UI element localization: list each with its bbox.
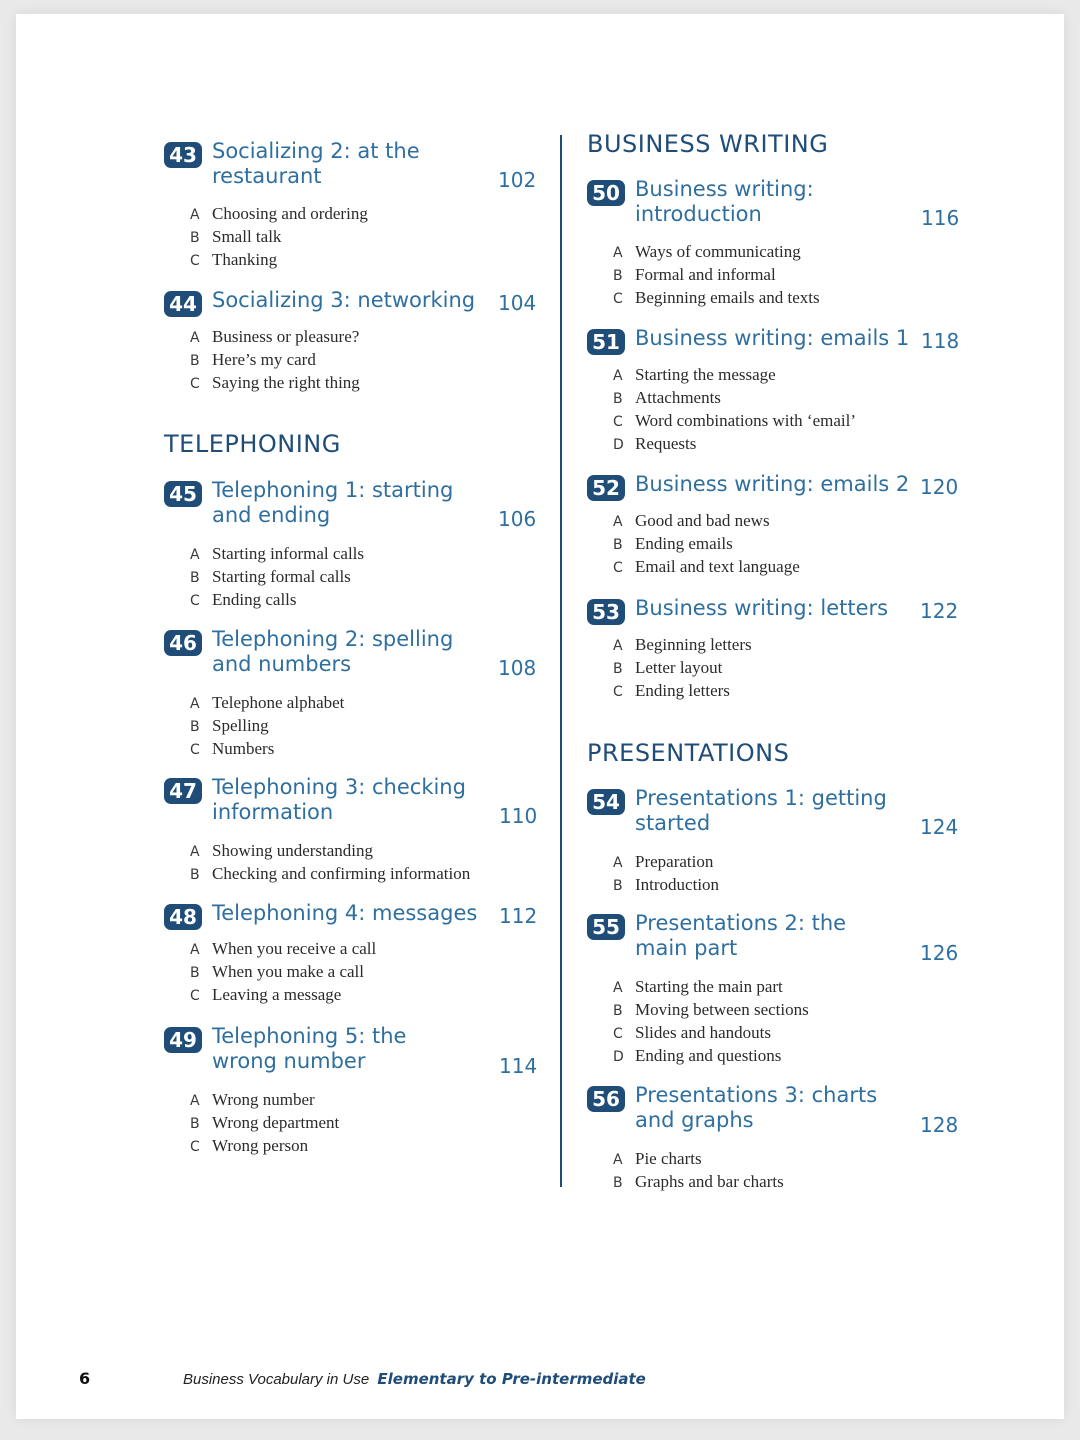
unit-page-number: 116 (921, 206, 960, 230)
subtopic-item: A Starting the main part (613, 977, 783, 996)
unit-title: Telephoning 2: spelling and numbers (212, 627, 454, 676)
subtopic-item: B When you make a call (190, 962, 364, 981)
subtopic-item: C Leaving a message (190, 985, 342, 1004)
subtopic-list (190, 691, 344, 760)
unit-title: Business writing: introduction (635, 177, 814, 226)
unit-title: Presentations 3: charts and graphs (635, 1083, 878, 1132)
subtopic-item: A Beginning letters (613, 635, 752, 654)
unit-title: Telephoning 4: messages (212, 901, 478, 925)
subtopic-item: C Wrong person (190, 1136, 309, 1155)
unit-page-number: 106 (498, 507, 537, 531)
unit-number-badge: 43 (164, 142, 202, 168)
subtopic-list (613, 975, 809, 1067)
unit-number-badge: 46 (164, 630, 202, 656)
unit-number-badge: 45 (164, 481, 202, 507)
footer-book-title (183, 1370, 646, 1388)
unit-page-number: 114 (499, 1054, 538, 1078)
unit-title: Telephoning 1: starting and ending (212, 478, 454, 527)
subtopic-item: C Email and text language (613, 557, 800, 576)
subtopic-item: A When you receive a call (190, 939, 377, 958)
unit-number-badge: 47 (164, 778, 202, 804)
subtopic-list (190, 202, 368, 271)
unit-page-number: 122 (920, 599, 959, 623)
book-title: Business Vocabulary in Use (183, 1371, 370, 1388)
unit-page-number: 108 (498, 656, 537, 680)
subtopic-item: A Starting informal calls (190, 544, 365, 563)
unit-page-number: 110 (499, 804, 538, 828)
subtopic-item: A Good and bad news (613, 511, 770, 530)
unit-number-badge: 56 (587, 1086, 625, 1112)
unit-title: Telephoning 5: the wrong number (212, 1024, 407, 1073)
unit-page-number: 124 (920, 815, 959, 839)
subtopic-item: A Starting the message (613, 365, 776, 384)
subtopic-list (613, 363, 856, 455)
subtopic-list (613, 850, 719, 896)
subtopic-item: A Ways of communicating (613, 242, 801, 261)
subtopic-list (190, 1088, 339, 1157)
subtopic-item: A Wrong number (190, 1090, 315, 1109)
subtopic-item: B Letter layout (613, 658, 723, 677)
unit-title: Presentations 2: the main part (635, 911, 847, 960)
subtopic-item: B Introduction (613, 875, 720, 894)
subtopic-list (613, 1147, 784, 1193)
section-heading-business-writing: BUSINESS WRITING (587, 130, 829, 158)
subtopic-item: A Choosing and ordering (190, 204, 368, 223)
subtopic-item: A Business or pleasure? (190, 327, 360, 346)
book-page (16, 14, 1064, 1419)
subtopic-item: C Word combinations with ‘email’ (613, 411, 856, 430)
unit-title: Socializing 3: networking (212, 288, 476, 312)
unit-page-number: 126 (920, 941, 959, 965)
subtopic-item: A Telephone alphabet (190, 693, 345, 712)
unit-number-badge: 44 (164, 291, 202, 317)
subtopic-list (613, 633, 752, 702)
subtopic-item: C Numbers (190, 739, 275, 758)
unit-page-number: 128 (920, 1113, 959, 1137)
unit-title: Telephoning 3: checking information (212, 775, 466, 824)
subtopic-item: B Graphs and bar charts (613, 1172, 784, 1191)
column-divider (560, 135, 562, 1187)
subtopic-item: C Slides and handouts (613, 1023, 771, 1042)
unit-page-number: 104 (498, 291, 537, 315)
subtopic-item: B Small talk (190, 227, 282, 246)
subtopic-list (613, 240, 820, 309)
subtopic-list (613, 509, 800, 578)
subtopic-list (190, 839, 470, 885)
unit-number-badge: 54 (587, 789, 625, 815)
subtopic-item: D Requests (613, 434, 697, 453)
subtopic-list (190, 937, 376, 1006)
subtopic-item: A Preparation (613, 852, 714, 871)
book-level: Elementary to Pre-intermediate (377, 1370, 646, 1388)
unit-title: Presentations 1: getting started (635, 786, 887, 835)
unit-page-number: 118 (921, 329, 960, 353)
unit-title: Business writing: emails 2 (635, 472, 910, 496)
unit-page-number: 102 (498, 168, 537, 192)
subtopic-item: D Ending and questions (613, 1046, 782, 1065)
subtopic-list (190, 325, 360, 394)
subtopic-item: B Wrong department (190, 1113, 340, 1132)
unit-number-badge: 48 (164, 904, 202, 930)
subtopic-item: B Attachments (613, 388, 721, 407)
unit-title: Socializing 2: at the restaurant (212, 139, 420, 188)
unit-number-badge: 52 (587, 475, 625, 501)
subtopic-item: B Moving between sections (613, 1000, 809, 1019)
subtopic-item: B Formal and informal (613, 265, 776, 284)
subtopic-item: C Thanking (190, 250, 278, 269)
subtopic-item: B Here’s my card (190, 350, 316, 369)
subtopic-item: A Showing understanding (190, 841, 374, 860)
unit-number-badge: 49 (164, 1027, 202, 1053)
unit-page-number: 112 (499, 904, 538, 928)
unit-page-number: 120 (920, 475, 959, 499)
subtopic-list (190, 542, 364, 611)
subtopic-item: B Checking and confirming information (190, 864, 471, 883)
unit-number-badge: 53 (587, 599, 625, 625)
subtopic-item: C Ending letters (613, 681, 730, 700)
subtopic-item: C Ending calls (190, 590, 297, 609)
subtopic-item: B Ending emails (613, 534, 733, 553)
unit-number-badge: 50 (587, 180, 625, 206)
unit-title: Business writing: letters (635, 596, 889, 620)
subtopic-item: B Starting formal calls (190, 567, 351, 586)
unit-number-badge: 55 (587, 914, 625, 940)
subtopic-item: A Pie charts (613, 1149, 702, 1168)
unit-number-badge: 51 (587, 329, 625, 355)
footer-page-number: 6 (79, 1369, 91, 1388)
subtopic-item: C Saying the right thing (190, 373, 360, 392)
subtopic-item: C Beginning emails and texts (613, 288, 820, 307)
section-heading-presentations: PRESENTATIONS (587, 739, 790, 767)
section-heading-telephoning: TELEPHONING (164, 430, 341, 458)
subtopic-item: B Spelling (190, 716, 269, 735)
unit-title: Business writing: emails 1 (635, 326, 910, 350)
